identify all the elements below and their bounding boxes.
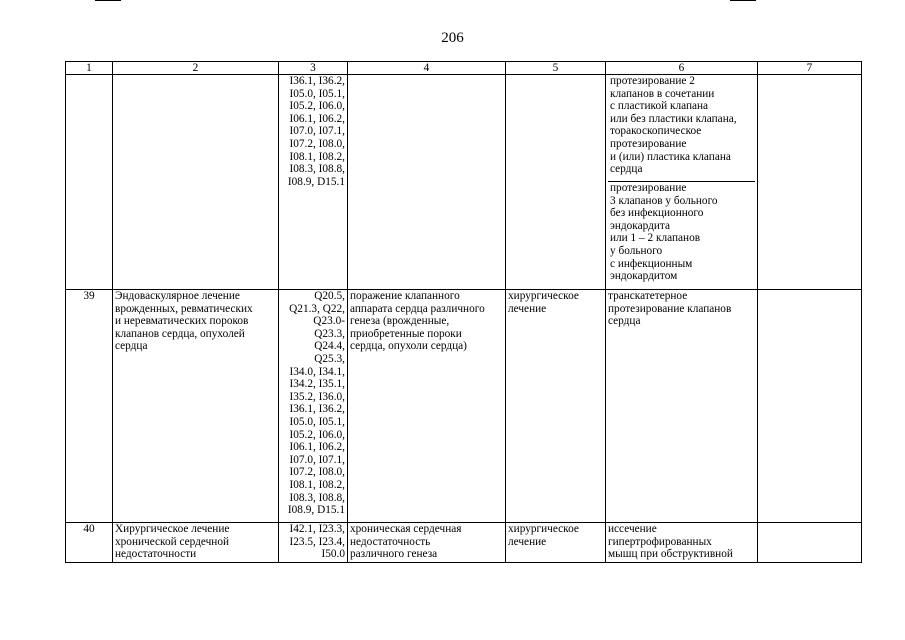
header-cell-5: 5 bbox=[506, 62, 606, 75]
header-cell-4: 4 bbox=[348, 62, 506, 75]
top-rule-left bbox=[95, 0, 121, 1]
patient-model: хроническая сердечная недостаточность различного генеза bbox=[348, 523, 506, 563]
method-text: транскатетерное протезирование клапанов сердца bbox=[606, 290, 758, 523]
top-rule-right bbox=[730, 0, 756, 1]
method-text: протезирование 3 клапанов у больного без инфекционного эндокардита или 1 – 2 клапанов у больного с инфекционным эндокардитом bbox=[610, 182, 718, 283]
row-number bbox=[66, 75, 113, 290]
header-cell-2: 2 bbox=[113, 62, 279, 75]
extra-column bbox=[758, 523, 862, 563]
table-row bbox=[66, 75, 862, 290]
table-row bbox=[66, 523, 862, 563]
procedure-name: Хирургическое лечение хронической сердечной недостаточности bbox=[113, 523, 279, 563]
procedures-table bbox=[65, 61, 862, 563]
page-number: 206 bbox=[441, 30, 464, 46]
extra-column bbox=[758, 290, 862, 523]
header-cell-3: 3 bbox=[279, 62, 348, 75]
extra-column bbox=[758, 75, 862, 290]
method-cell bbox=[606, 75, 758, 290]
procedure-name: Эндоваскулярное лечение врожденных, ревматических и неревматических пороков клапанов сердца, опухолей сердца bbox=[113, 290, 279, 523]
patient-model: поражение клапанного аппарата сердца различного генеза (врожденные, приобретенные пороки сердца, опухоли сердца) bbox=[348, 290, 506, 523]
icd-codes: I36.1, I36.2, I05.0, I05.1, I05.2, I06.0, I06.1, I06.2, I07.0, I07.1, I07.2, I08.0, I08.1, I08.2, I08.3, I08.8, I08.9, D15.1 bbox=[279, 75, 348, 290]
patient-model bbox=[348, 75, 506, 290]
treatment-type bbox=[506, 75, 606, 290]
row-number: 39 bbox=[66, 290, 113, 523]
header-cell-1: 1 bbox=[66, 62, 113, 75]
header-cell-7: 7 bbox=[758, 62, 862, 75]
icd-codes: I42.1, I23.3, I23.5, I23.4, I50.0 bbox=[279, 523, 348, 563]
header-cell-6: 6 bbox=[606, 62, 758, 75]
procedure-name bbox=[113, 75, 279, 290]
treatment-type: хирургическое лечение bbox=[506, 290, 606, 523]
treatment-type: хирургическое лечение bbox=[506, 523, 606, 563]
row-number: 40 bbox=[66, 523, 113, 563]
method-text: протезирование 2 клапанов в сочетании с пластикой клапана или без пластики клапана, торакоскопическое протезирование и (или) пластика клапана сердца bbox=[608, 75, 755, 182]
method-text: иссечение гипертрофированных мышц при обструктивной bbox=[606, 523, 758, 563]
header-row bbox=[66, 62, 862, 75]
icd-codes: Q20.5, Q21.3, Q22, Q23.0- Q23.3, Q24.4, Q25.3, I34.0, I34.1, I34.2, I35.1, I35.2, I36.0, I36.1, I36.2, I05.0, I05.1, I05.2, I06.0, I06.1, I06.2, I07.0, I07.1, I07.2, I08.0, I08.1, I08.2, I08.3, I08.8, I08.9, D15.1 bbox=[279, 290, 348, 523]
table-row bbox=[66, 290, 862, 523]
